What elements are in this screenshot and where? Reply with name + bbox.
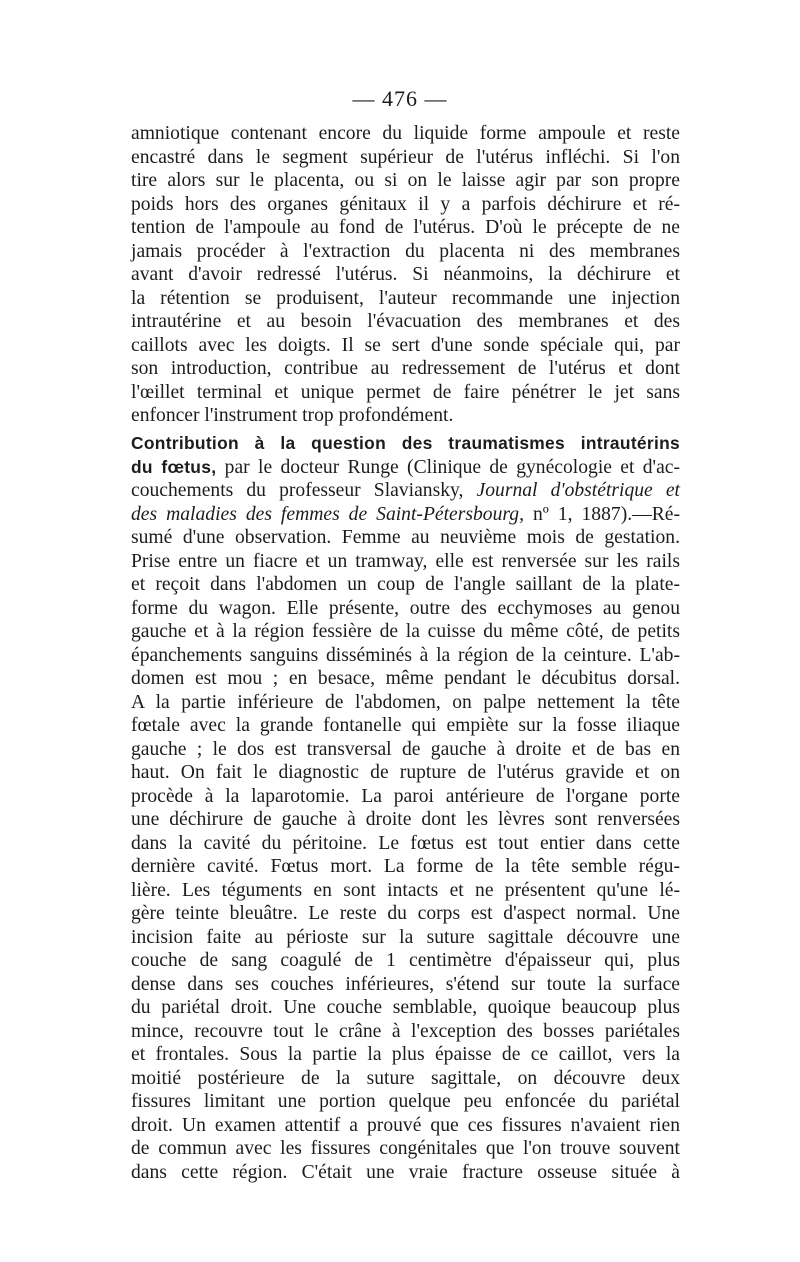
text-line: haut. On fait le diagnostic de rupture de l'utérus gravide et on <box>131 762 680 783</box>
article-title-end: du fœtus, <box>131 456 217 477</box>
text-line <box>131 479 680 503</box>
text-line: lière. Les téguments en sont intacts et ne présentent qu'une lé- <box>131 879 680 901</box>
article-title: Contribution à la question des traumatismes intrautérins <box>131 433 680 453</box>
text-line: l'œillet terminal et unique permet de faire pénétrer le jet sans <box>131 381 680 403</box>
text-line: intrautérine et au besoin l'évacuation des membranes et des <box>131 311 680 332</box>
text-line <box>131 456 680 480</box>
issue-reference: nº 1, 1887).—Ré- <box>524 503 681 525</box>
text-line: gauche ; le dos est transversal de gauche à droite et de bas en <box>131 738 680 760</box>
text-line: la rétention se produisent, l'auteur recommande une injection <box>131 287 680 309</box>
text-line: et reçoit dans l'abdomen un coup de l'angle saillant de la plate- <box>131 574 680 595</box>
text-line: incision faite au périoste sur la suture sagittale découvre une <box>131 926 680 948</box>
text-line: gauche et à la région fessière de la cuisse du même côté, de petits <box>131 621 680 642</box>
text-line: tire alors sur le placenta, ou si on le laisse agir par son propre <box>131 170 680 191</box>
text-line: amniotique contenant encore du liquide forme ampoule et reste <box>131 123 680 144</box>
paragraph-abstract-continuation <box>131 122 680 428</box>
text-line: dense dans ses couches inférieures, s'étend sur toute la surface <box>131 973 680 995</box>
text-line: A la partie inférieure de l'abdomen, on palpe nettement la tête <box>131 691 680 713</box>
text-line: sumé d'une observation. Femme au neuvième mois de gestation. <box>131 527 680 548</box>
text-line: gère teinte bleuâtre. Le reste du corps est d'aspect normal. Une <box>131 903 680 924</box>
journal-name: Journal d'obstétrique et <box>476 480 680 501</box>
text-line: fœtale avec la grande fontanelle qui empiète sur la fosse iliaque <box>131 715 680 736</box>
text-line: mince, recouvre tout le crâne à l'exception des bosses pariétales <box>131 1020 680 1042</box>
text-line: domen est mou ; en besace, même pendant le décubitus dorsal. <box>131 668 680 689</box>
text-line: son introduction, contribue au redressement de l'utérus et dont <box>131 358 680 379</box>
author-credit: par le docteur Runge (Clinique de gynécologie et d'ac- <box>216 456 681 478</box>
text-line: dans la cavité du péritoine. Le fœtus est tout entier dans cette <box>131 832 680 854</box>
text-line: épanchements sanguins disséminés à la région de la ceinture. L'ab- <box>131 644 680 666</box>
text-line: fissures limitant une portion quelque peu enfoncée du pariétal <box>131 1091 680 1112</box>
text-line: forme du wagon. Elle présente, outre des ecchymoses au genou <box>131 597 680 619</box>
text-line: du pariétal droit. Une couche semblable, quoique beaucoup plus <box>131 997 680 1018</box>
source-prefix: couchements du professeur Slaviansky, <box>131 480 477 501</box>
text-line: et frontales. Sous la partie la plus épaisse de ce caillot, vers la <box>131 1044 680 1065</box>
text-line: procède à la laparotomie. La paroi antérieure de l'organe porte <box>131 785 680 807</box>
text-line: de commun avec les fissures congénitales que l'on trouve souvent <box>131 1138 680 1159</box>
text-line: jamais procéder à l'extraction du placenta ni des membranes <box>131 240 680 262</box>
text-line: droit. Un examen attentif a prouvé que ces fissures n'avaient rien <box>131 1114 680 1136</box>
text-line: enfoncer l'instrument trop profondément. <box>131 405 454 426</box>
text-line: poids hors des organes génitaux il y a parfois déchirure et ré- <box>131 193 680 215</box>
text-line: Prise entre un fiacre et un tramway, elle est renversée sur les rails <box>131 550 680 572</box>
text-line: dernière cavité. Fœtus mort. La forme de la tête semble régu- <box>131 856 680 877</box>
text-line <box>131 503 680 527</box>
text-line: une déchirure de gauche à droite dont les lèvres sont renversées <box>131 809 680 830</box>
text-line: dans cette région. C'était une vraie fracture osseuse située à <box>131 1161 680 1183</box>
text-line: avant d'avoir redressé l'utérus. Si néanmoins, la déchirure et <box>131 264 680 285</box>
paragraph-runge-abstract <box>131 432 680 1184</box>
text-line: tention de l'ampoule au fond de l'utérus. D'où le précepte de ne <box>131 217 680 238</box>
text-line: encastré dans le segment supérieur de l'utérus infléchi. Si l'on <box>131 146 680 168</box>
text-line: couche de sang coagulé de 1 centimètre d'épaisseur qui, plus <box>131 950 680 971</box>
text-line: caillots avec les doigts. Il se sert d'une sonde spéciale qui, par <box>131 334 680 356</box>
text-line: moitié postérieure de la suture sagittale, on découvre deux <box>131 1067 680 1089</box>
page-number: — 476 — <box>352 86 448 111</box>
journal-name-cont: des maladies des femmes de Saint-Pétersbourg, <box>131 503 524 525</box>
